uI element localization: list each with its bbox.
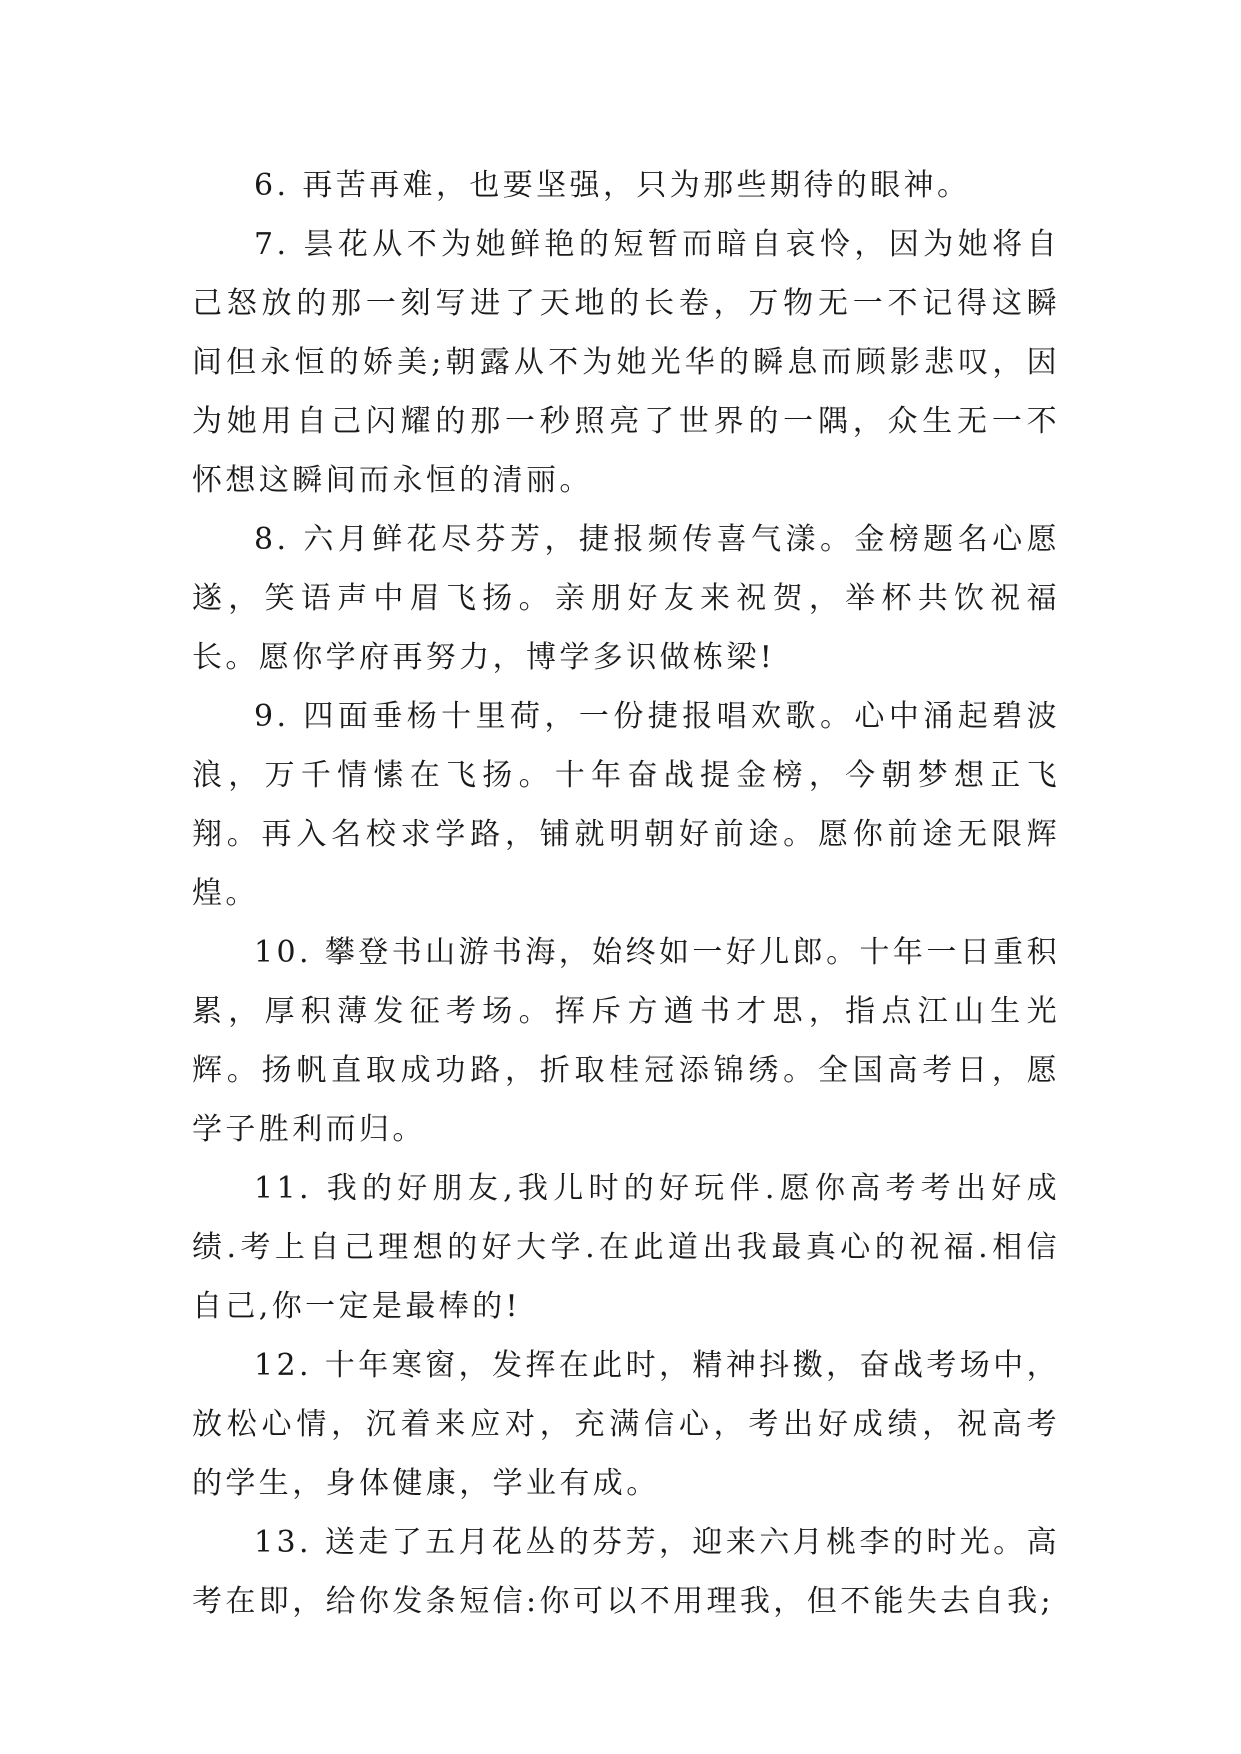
paragraph-13: 13. 送走了五月花丛的芬芳，迎来六月桃李的时光。高考在即，给你发条短信:你可以不用理我，但不能失去自我; [192, 1525, 1060, 1619]
document-body [192, 156, 1060, 1631]
paragraph-10: 10. 攀登书山游书海，始终如一好儿郎。十年一日重积累，厚积薄发征考场。挥斥方遒书才思，指点江山生光辉。扬帆直取成功路，折取桂冠添锦绣。全国高考日，愿学子胜利而归。 [192, 935, 1060, 1147]
paragraph-11: 11. 我的好朋友,我儿时的好玩伴.愿你高考考出好成绩.考上自己理想的好大学.在此道出我最真心的祝福.相信自己,你一定是最棒的! [192, 1171, 1060, 1324]
paragraph-6: 6. 再苦再难，也要坚强，只为那些期待的眼神。 [254, 168, 971, 203]
paragraph-9: 9. 四面垂杨十里荷，一份捷报唱欢歌。心中涌起碧波浪，万千情愫在飞扬。十年奋战提金榜，今朝梦想正飞翔。再入名校求学路，铺就明朝好前途。愿你前途无限辉煌。 [192, 699, 1060, 911]
paragraph-7: 7. 昙花从不为她鲜艳的短暂而暗自哀怜，因为她将自己怒放的那一刻写进了天地的长卷，万物无一不记得这瞬间但永恒的娇美;朝露从不为她光华的瞬息而顾影悲叹，因为她用自己闪耀的那一秒照亮了世界的一隅，众生无一不怀想这瞬间而永恒的清丽。 [192, 227, 1060, 498]
paragraph-8: 8. 六月鲜花尽芬芳，捷报频传喜气漾。金榜题名心愿遂，笑语声中眉飞扬。亲朋好友来祝贺，举杯共饮祝福长。愿你学府再努力，博学多识做栋梁! [192, 522, 1060, 675]
paragraph-12: 12. 十年寒窗，发挥在此时，精神抖擞，奋战考场中，放松心情，沉着来应对，充满信心，考出好成绩，祝高考的学生，身体健康，学业有成。 [192, 1348, 1060, 1501]
